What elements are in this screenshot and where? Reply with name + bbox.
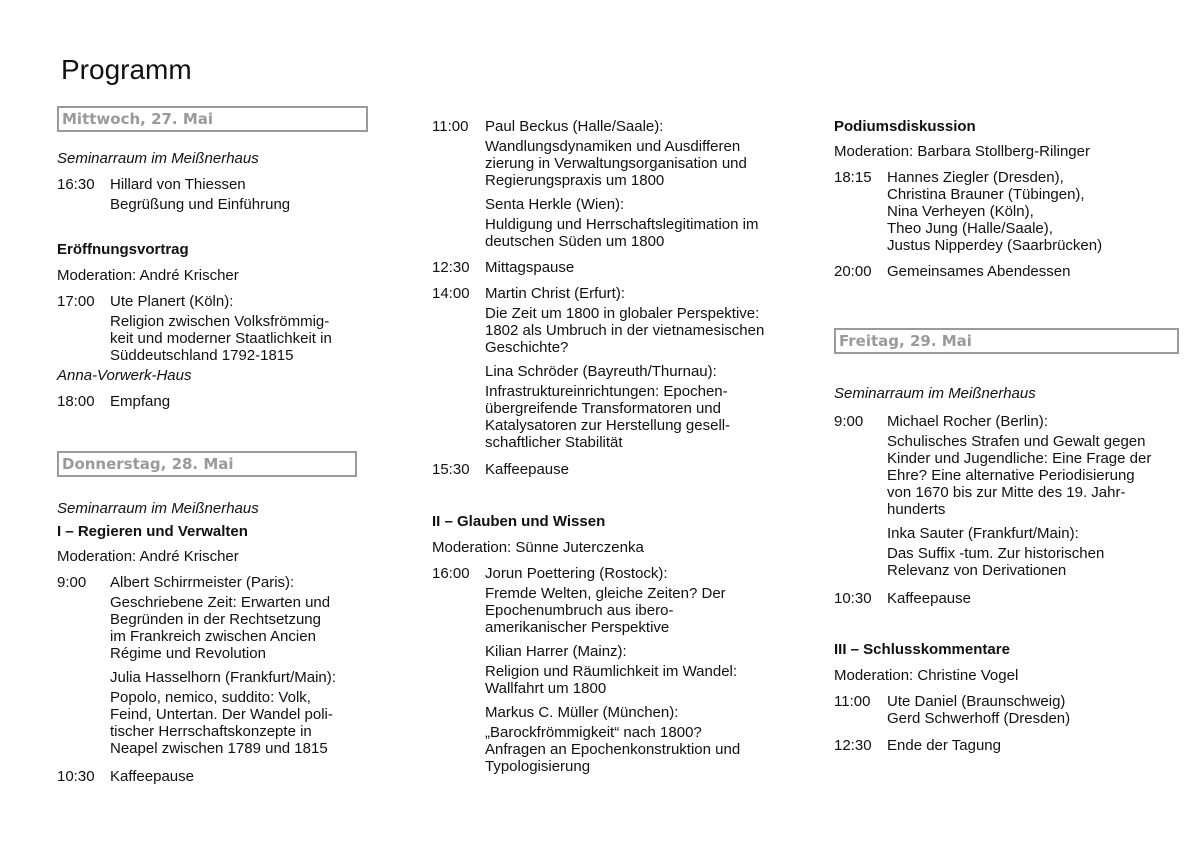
speaker: Senta Herkle (Wien): xyxy=(485,196,625,213)
commentators: Ute Daniel (Braunschweig) Gerd Schwerhoff (Dresden) xyxy=(887,693,1071,727)
event-label: Kaffeepause xyxy=(887,590,971,607)
event-label: Kaffeepause xyxy=(110,768,194,785)
venue-label: Seminarraum im Meißnerhaus xyxy=(57,150,259,167)
time: 11:00 xyxy=(432,118,469,135)
page-title: Programm xyxy=(61,54,192,85)
time: 18:15 xyxy=(834,169,872,186)
event-label: Gemeinsames Abendessen xyxy=(887,263,1071,280)
day-header-thursday: Donnerstag, 28. Mai xyxy=(57,451,357,477)
moderation: Moderation: Barbara Stollberg-Rilinger xyxy=(834,143,1090,160)
schedule-item xyxy=(834,693,1184,727)
panel-participants: Hannes Ziegler (Dresden), Christina Brauner (Tübingen), Nina Verheyen (Köln), Theo Jung (Halle/Saale), Justus Nipperdey (Saarbrücken) xyxy=(887,169,1103,254)
day-header-friday: Freitag, 29. Mai xyxy=(834,328,1179,354)
speaker: Lina Schröder (Bayreuth/Thurnau): xyxy=(485,363,717,380)
venue-label: Seminarraum im Meißnerhaus xyxy=(57,500,259,517)
time: 9:00 xyxy=(834,413,864,430)
schedule-item xyxy=(834,737,1184,754)
time: 10:30 xyxy=(834,590,872,607)
talk-title: Das Suffix -tum. Zur historischen Relevanz von Derivationen xyxy=(887,545,1105,579)
schedule-item xyxy=(432,118,792,250)
schedule-item xyxy=(57,393,377,410)
time: 20:00 xyxy=(834,263,872,280)
speaker: Julia Hasselhorn (Frankfurt/Main): xyxy=(110,669,336,686)
moderation: Moderation: André Krischer xyxy=(57,548,239,565)
time: 14:00 xyxy=(432,285,470,302)
event-label: Empfang xyxy=(110,393,171,410)
moderation: Moderation: André Krischer xyxy=(57,267,239,284)
day-header-wednesday: Mittwoch, 27. Mai xyxy=(57,106,368,132)
talk-title: Huldigung und Herrschaftslegitimation im deutschen Süden um 1800 xyxy=(485,216,759,250)
talk-title: Popolo, nemico, suddito: Volk, Feind, Untertan. Der Wandel poli- tischer Herrschaftskonzepte in Neapel zwischen 1789 und 1815 xyxy=(110,689,333,757)
speaker: Markus C. Müller (München): xyxy=(485,704,679,721)
speaker: Albert Schirrmeister (Paris): xyxy=(110,574,295,591)
event-label: Ende der Tagung xyxy=(887,737,1001,754)
talk-title: Religion zwischen Volksfrömmig- keit und moderner Staatlichkeit in Süddeutschland 1792-1815 xyxy=(110,313,332,364)
section-heading: III – Schlusskommentare xyxy=(834,641,1010,658)
schedule-item xyxy=(57,768,377,785)
time: 15:30 xyxy=(432,461,470,478)
talk-title: Schulisches Strafen und Gewalt gegen Kinder und Jugendliche: Eine Frage der Ehre? Eine alternative Periodisierung von 1670 bis zur Mitte des 19. Jahr- hunderts xyxy=(887,433,1152,518)
time: 12:30 xyxy=(834,737,872,754)
schedule-item xyxy=(834,413,1184,579)
venue-label: Anna-Vorwerk-Haus xyxy=(57,367,192,384)
talk-title: Fremde Welten, gleiche Zeiten? Der Epochenumbruch aus ibero- amerikanischer Perspektive xyxy=(485,585,726,636)
talk-title: „Barockfrömmigkeit“ nach 1800? Anfragen an Epochenkonstruktion und Typologisierung xyxy=(485,724,741,775)
speaker: Paul Beckus (Halle/Saale): xyxy=(485,118,664,135)
moderation: Moderation: Christine Vogel xyxy=(834,667,1019,684)
talk-title: Begrüßung und Einführung xyxy=(110,196,291,213)
time: 9:00 xyxy=(57,574,87,591)
schedule-item xyxy=(834,169,1184,254)
speaker: Ute Planert (Köln): xyxy=(110,293,234,310)
time: 10:30 xyxy=(57,768,95,785)
talk-title: Geschriebene Zeit: Erwarten und Begründen in der Rechtsetzung im Frankreich zwischen Ancien Régime und Revolution xyxy=(110,594,331,662)
time: 18:00 xyxy=(57,393,95,410)
schedule-item xyxy=(834,263,1184,280)
time: 16:00 xyxy=(432,565,470,582)
section-heading: II – Glauben und Wissen xyxy=(432,513,606,530)
speaker: Martin Christ (Erfurt): xyxy=(485,285,626,302)
section-heading: I – Regieren und Verwalten xyxy=(57,523,248,540)
schedule-item xyxy=(57,176,377,213)
time: 16:30 xyxy=(57,176,95,193)
event-label: Mittagspause xyxy=(485,259,575,276)
event-label: Kaffeepause xyxy=(485,461,569,478)
time: 11:00 xyxy=(834,693,871,710)
talk-title: Die Zeit um 1800 in globaler Perspektive: 1802 als Umbruch in der vietnamesischen Geschichte? xyxy=(485,305,765,356)
schedule-item xyxy=(57,293,377,364)
moderation: Moderation: Sünne Juterczenka xyxy=(432,539,644,556)
speaker: Kilian Harrer (Mainz): xyxy=(485,643,627,660)
section-heading: Podiumsdiskussion xyxy=(834,118,976,135)
speaker: Michael Rocher (Berlin): xyxy=(887,413,1048,430)
talk-title: Infrastruktureinrichtungen: Epochen- übergreifende Transformatoren und Katalysatoren zur Herstellung gesell- schaftlicher Stabilität xyxy=(485,383,731,451)
schedule-item xyxy=(834,590,1184,607)
time: 17:00 xyxy=(57,293,95,310)
schedule-item xyxy=(432,259,792,276)
talk-title: Wandlungsdynamiken und Ausdifferen zierung in Verwaltungsorganisation und Regierungspraxis um 1800 xyxy=(485,138,747,189)
time: 12:30 xyxy=(432,259,470,276)
speaker: Hillard von Thiessen xyxy=(110,176,246,193)
speaker: Jorun Poettering (Rostock): xyxy=(485,565,668,582)
section-heading: Eröffnungsvortrag xyxy=(57,241,189,258)
talk-title: Religion und Räumlichkeit im Wandel: Wallfahrt um 1800 xyxy=(485,663,738,697)
venue-label: Seminarraum im Meißnerhaus xyxy=(834,385,1036,402)
schedule-item xyxy=(432,461,792,478)
schedule-item xyxy=(432,285,792,451)
schedule-item xyxy=(432,565,792,775)
schedule-item xyxy=(57,574,377,757)
speaker: Inka Sauter (Frankfurt/Main): xyxy=(887,525,1079,542)
